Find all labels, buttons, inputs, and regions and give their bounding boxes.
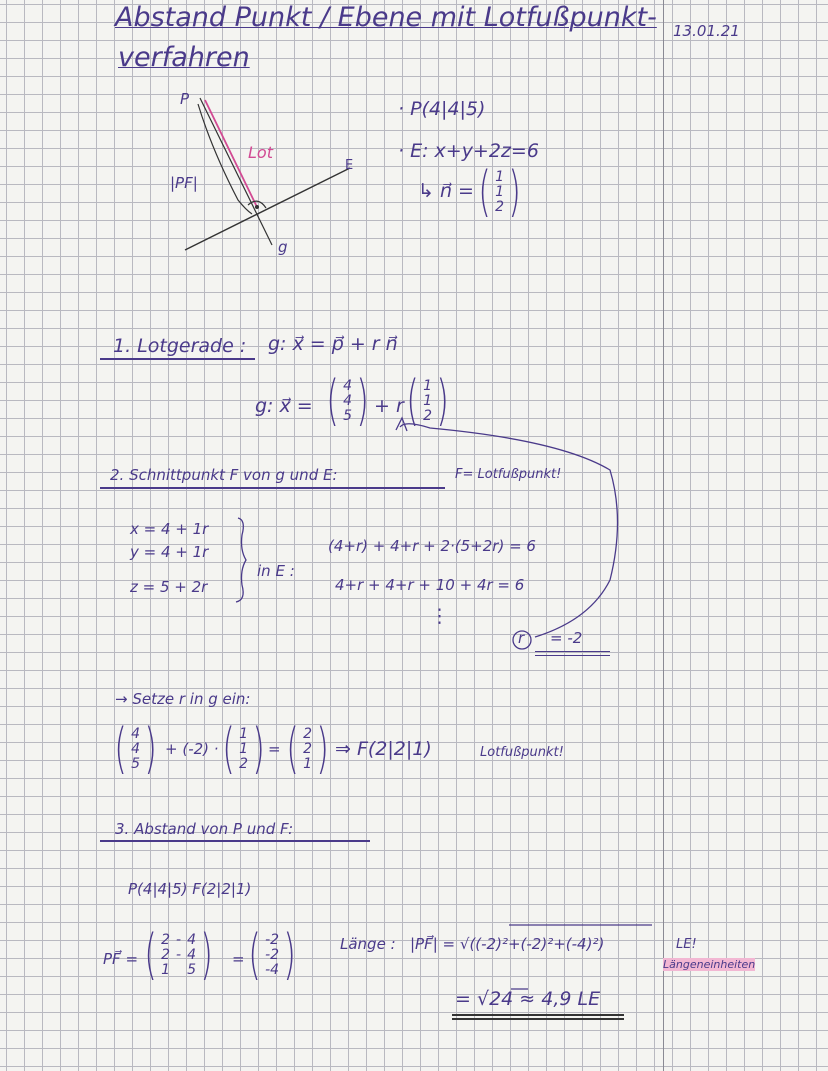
matrix-entry: 2 (161, 931, 170, 948)
vector-entry: 2 (495, 198, 504, 215)
step2-z: z = 5 + 2r (130, 578, 208, 596)
step2-in-e: in E : (257, 562, 295, 580)
vector-entry: 2 (303, 725, 312, 742)
vector-entry: 1 (423, 377, 432, 394)
page-title: Abstand Punkt / Ebene mit Lotfußpunkt- (115, 2, 657, 33)
step1-plus: + r (374, 395, 404, 417)
insert-factor: + (-2) · (165, 740, 219, 758)
page-date: 13.01.21 (673, 22, 740, 40)
step2-eq2: 4+r + 4+r + 10 + 4r = 6 (335, 576, 525, 594)
page-title-line2: verfahren (118, 42, 250, 73)
vector-entry: 1 (303, 755, 312, 772)
sketch-lot-label: Lot (248, 143, 273, 162)
matrix-entry: 4 (187, 946, 196, 963)
vector-entry: 5 (343, 407, 352, 424)
matrix-entry: - (176, 931, 182, 948)
step3-length-label: Länge : (340, 935, 396, 953)
step3-equals: = (232, 950, 245, 968)
vector-entry: -4 (265, 961, 280, 978)
vector-entry: -2 (265, 946, 280, 963)
step1-prefix: g: x⃗ = (255, 395, 313, 417)
matrix-entry: 5 (187, 961, 196, 978)
step3-result-underline-2 (452, 1018, 624, 1020)
insert-f-vector: ( 2 2 1 ) (286, 717, 329, 780)
vector-entry: 4 (131, 740, 140, 757)
step2-result-underline (535, 651, 610, 652)
vector-entry: -2 (265, 931, 280, 948)
step2-note: F= Lotfußpunkt! (455, 467, 562, 482)
step3-pf-prefix: PF⃗ = (103, 950, 139, 968)
matrix-entry (176, 963, 181, 978)
vector-entry: 4 (131, 725, 140, 742)
step2-result-underline-2 (535, 655, 610, 656)
step3-result-underline (452, 1014, 624, 1016)
step1-n-vector: ( 1 1 2 ) (406, 369, 449, 432)
step2-x: x = 4 + 1r (130, 520, 209, 538)
step3-le-note: Längeneinheiten (663, 958, 756, 971)
sketch-point-label: P (180, 90, 190, 108)
sketch-plane-label: E (345, 158, 354, 173)
step1-heading: 1. Lotgerade : (113, 335, 247, 357)
step3-pf-vector: ( -2 -2 -4 ) (248, 923, 296, 986)
step1-underline (100, 358, 255, 360)
step3-underline (100, 840, 370, 842)
step3-le-label: LE! (676, 937, 697, 952)
step1-general: g: x⃗ = p⃗ + r n⃗ (268, 333, 398, 355)
given-normal-vector: ( 1 1 2 ) (478, 160, 521, 223)
insert-heading: → Setze r in g ein: (115, 690, 251, 708)
step2-r-label: r (518, 629, 525, 647)
step2-y: y = 4 + 1r (130, 543, 209, 561)
vector-entry: 1 (495, 183, 504, 200)
step2-dots: ⋮ (430, 605, 449, 627)
step2-result: = -2 (550, 629, 583, 647)
matrix-entry: - (176, 946, 182, 963)
insert-note: Lotfußpunkt! (480, 745, 564, 760)
step2-eq1: (4+r) + 4+r + 2·(5+2r) = 6 (328, 537, 536, 555)
vector-entry: 2 (239, 755, 248, 772)
sketch-pf-label: |PF| (170, 174, 198, 192)
insert-result: ⇒ F(2|2|1) (335, 738, 432, 760)
matrix-entry: 4 (187, 931, 196, 948)
insert-p-vector: ( 4 4 5 ) (114, 717, 157, 780)
insert-equals: = (268, 740, 281, 758)
vector-entry: 1 (495, 168, 504, 185)
vector-entry: 2 (423, 407, 432, 424)
step3-points: P(4|4|5) F(2|2|1) (128, 880, 252, 898)
step3-length-expr: |PF⃗| = √((-2)²+(-2)²+(-4)²) (410, 935, 605, 953)
vector-entry: 1 (423, 392, 432, 409)
given-point: · P(4|4|5) (398, 98, 486, 120)
step2-heading: 2. Schnittpunkt F von g und E: (110, 466, 338, 484)
vector-entry: 4 (343, 392, 352, 409)
given-normal-prefix: ↳ n⃗ = (418, 180, 474, 202)
step1-p-vector: ( 4 4 5 ) (326, 369, 369, 432)
vector-entry: 1 (239, 740, 248, 757)
vector-entry: 2 (303, 740, 312, 757)
step3-heading: 3. Abstand von P und F: (115, 820, 294, 838)
vector-entry: 5 (131, 755, 140, 772)
vector-entry: 4 (343, 377, 352, 394)
sketch-line-label: g (278, 238, 288, 256)
matrix-entry: 2 (161, 946, 170, 963)
step3-result: = √24 ≈ 4,9 LE (455, 988, 601, 1010)
given-plane: · E: x+y+2z=6 (398, 140, 539, 162)
insert-n-vector: ( 1 1 2 ) (222, 717, 265, 780)
matrix-entry: 1 (161, 961, 170, 978)
step3-matrix: ( 2 - 4 2 - 4 1 5 ) (144, 923, 213, 986)
step2-underline (100, 487, 445, 489)
vector-entry: 1 (239, 725, 248, 742)
